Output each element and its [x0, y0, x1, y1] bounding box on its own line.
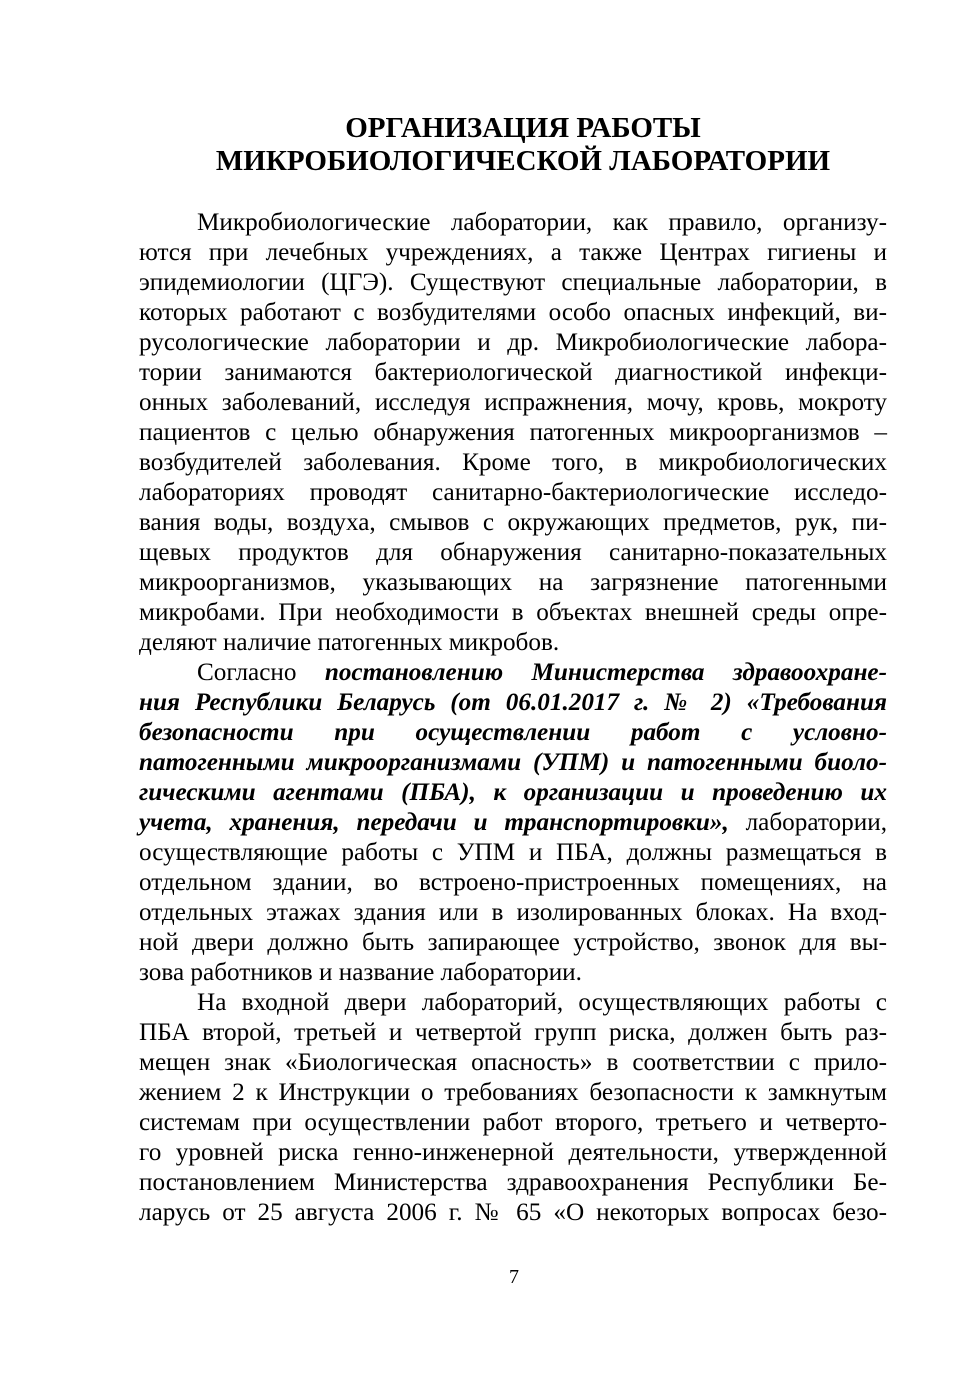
text-line: щевых продуктов для обнаружения санитарно-показательных: [139, 539, 887, 566]
resolution-reference-end: учета, хранения, передачи и транспортировки»,: [139, 809, 729, 836]
text-line: мещен знак «Биологическая опасность» в соответствии с прило-: [139, 1049, 887, 1076]
text-line: вания воды, воздуха, смывов с окружающих предметов, рук, пи-: [139, 509, 887, 536]
title-line-2: МИКРОБИОЛОГИЧЕСКОЙ ЛАБОРАТОРИИ: [215, 145, 831, 177]
plain-text: Согласно: [197, 659, 325, 686]
text-line: системам при осуществлении работ второго, третьего и четверто-: [139, 1109, 887, 1136]
text-line: постановлением Министерства здравоохранения Республики Бе-: [139, 1169, 887, 1196]
resolution-reference: постановлению Министерства здравоохране-: [324, 659, 887, 686]
text-line: На входной двери лабораторий, осуществляющих работы с: [197, 989, 887, 1016]
text-line: онных заболеваний, исследуя испражнения, мочу, кровь, мокроту: [139, 389, 887, 416]
page-body: [139, 112, 887, 1228]
text-line: ларусь от 25 августа 2006 г. № 65 «О некоторых вопросах безо-: [139, 1199, 887, 1226]
text-line: Микробиологические лаборатории, как правило, организу-: [197, 209, 887, 236]
text-line: тории занимаются бактериологической диагностикой инфекци-: [139, 359, 887, 386]
paragraph-1: [139, 208, 887, 658]
resolution-reference-line: патогенными микроорганизмами (УПМ) и патогенными биоло-: [139, 749, 887, 776]
text-line: деляют наличие патогенных микробов.: [139, 629, 560, 656]
text-line: ются при лечебных учреждениях, а также Центрах гигиены и: [139, 239, 887, 266]
text-line: отдельном здании, во встроено-пристроенных помещениях, на: [139, 869, 887, 896]
text-line: лабораториях проводят санитарно-бактериологические исследо-: [139, 479, 887, 506]
paragraph-2: [139, 658, 887, 988]
page-number: 7: [509, 1266, 519, 1288]
text-line: отдельных этажах здания или в изолированных блоках. На вход-: [139, 899, 887, 926]
text-line: эпидемиологии (ЦГЭ). Существуют специальные лаборатории, в: [139, 269, 887, 296]
text-line: го уровней риска генно-инженерной деятельности, утвержденной: [139, 1139, 887, 1166]
page-title: [139, 112, 887, 178]
text-line: микробами. При необходимости в объектах внешней среды опре-: [139, 599, 887, 626]
text-line: которых работают с возбудителями особо опасных инфекций, ви-: [139, 299, 887, 326]
text-line: [139, 658, 887, 688]
resolution-reference-line: ния Республики Беларусь (от 06.01.2017 г. № 2) «Требования: [139, 689, 887, 716]
text-line: пациентов с целью обнаружения патогенных микроорганизмов –: [139, 419, 887, 446]
text-line: осуществляющие работы с УПМ и ПБА, должны размещаться в: [139, 839, 887, 866]
text-line: зова работников и название лаборатории.: [139, 959, 582, 986]
text-line: ной двери должно быть запирающее устройство, звонок для вы-: [139, 929, 887, 956]
text-line: русологические лаборатории и др. Микробиологические лабора-: [139, 329, 887, 356]
plain-text: лаборатории,: [728, 809, 887, 836]
text-line: жением 2 к Инструкции о требованиях безопасности к замкнутым: [139, 1079, 887, 1106]
text-line: [139, 808, 887, 838]
resolution-reference-line: безопасности при осуществлении работ с условно-: [139, 719, 887, 746]
text-line: возбудителей заболевания. Кроме того, в микробиологических: [139, 449, 887, 476]
paragraph-3: [139, 988, 887, 1228]
text-line: ПБА второй, третьей и четвертой групп риска, должен быть раз-: [139, 1019, 887, 1046]
text-line: микроорганизмов, указывающих на загрязнение патогенными: [139, 569, 887, 596]
resolution-reference-line: гическими агентами (ПБА), к организации и проведению их: [139, 779, 887, 806]
title-line-1: ОРГАНИЗАЦИЯ РАБОТЫ: [345, 112, 701, 144]
